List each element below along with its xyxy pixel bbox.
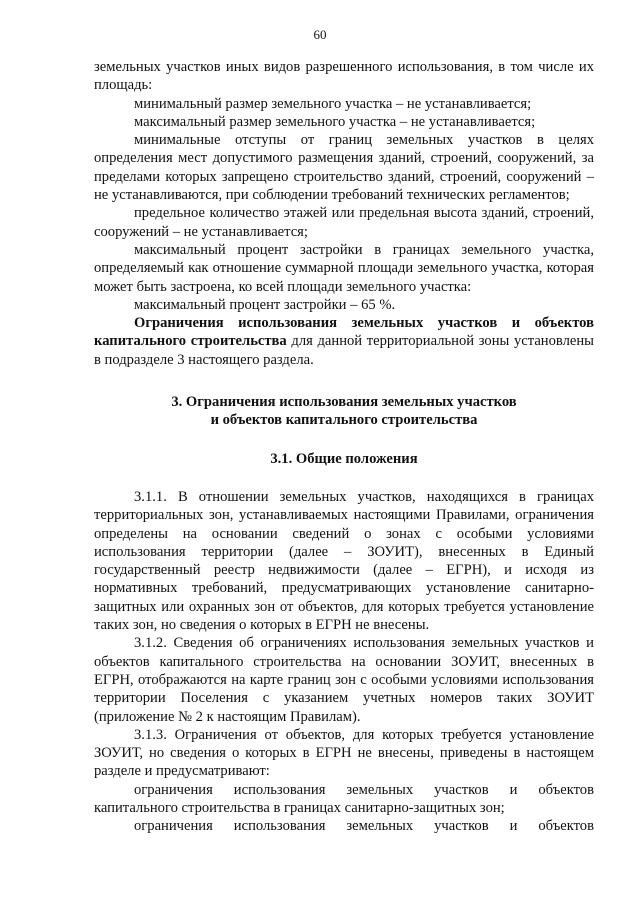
section-heading xyxy=(94,393,594,430)
paragraph xyxy=(94,314,594,369)
clause: 3.1.2. Сведения об ограничениях использования земельных участков и объектов капитального строительства на основании ЗОУИТ, внесенных в ЕГРН, отображаются на карте границ зон с особыми условиями использования территории Поселения с указанием учетных номеров таких ЗОУИТ (приложение № 2 к настоящим Правилам). xyxy=(94,635,594,725)
section-heading-line: 3. Ограничения использования земельных участков xyxy=(171,394,517,411)
section-heading-line: и объектов капитального строительства xyxy=(210,412,478,429)
paragraph: минимальные отступы от границ земельных участков в целях определения мест допустимого размещения зданий, строений, сооружений, за пределами которых запрещено строительство зданий, строений, сооружений – не устанавливаются, при соблюдении требований технических регламентов; xyxy=(94,132,594,204)
paragraph: земельных участков иных видов разрешенного использования, в том числе их площадь: xyxy=(94,59,594,94)
page-number: 60 xyxy=(313,27,327,42)
list-item: ограничения использования земельных участков и объектов xyxy=(134,818,594,835)
document-body xyxy=(94,58,594,836)
clause: 3.1.1. В отношении земельных участков, находящихся в границах территориальных зон, устанавливаемых настоящими Правилами, ограничения определены на основании сведений о зонах с особыми условиями использования территории (далее – ЗОУИТ), внесенных в Единый государственный реестр недвижимости (далее – ЕГРН), и исходя из нормативных требований, предусматривающих установление санитарно-защитных или охранных зон от объектов, для которых требуется установление таких зон, но сведения о которых в ЕГРН не внесены. xyxy=(94,488,594,634)
paragraph: максимальный процент застройки – 65 %. xyxy=(134,296,396,313)
clause: 3.1.3. Ограничения от объектов, для которых требуется установление ЗОУИТ, но сведения о которых в ЕГРН не внесены, приведены в настоящем разделе и предусматривают: xyxy=(94,726,594,780)
subsection-heading: 3.1. Общие положения xyxy=(270,450,418,467)
paragraph: минимальный размер земельного участка – не устанавливается; xyxy=(134,95,532,112)
paragraph: максимальный процент застройки в границах земельного участка, определяемый как отношение суммарной площади земельного участка, которая может быть застроена, ко всей площади земельного участка: xyxy=(94,241,594,295)
paragraph: максимальный размер земельного участка – не устанавливается; xyxy=(134,113,536,130)
paragraph-text: для данной территориальной зоны установлены в подразделе 3 настоящего раздела. xyxy=(94,333,594,368)
bold-text: Ограничения использования земельных участков и объектов капитального строительства xyxy=(94,315,594,350)
paragraph: предельное количество этажей или предельная высота зданий, строений, сооружений – не устанавливается; xyxy=(94,205,594,240)
list-item: ограничения использования земельных участков и объектов капитального строительства в границах санитарно-защитных зон; xyxy=(94,781,594,816)
